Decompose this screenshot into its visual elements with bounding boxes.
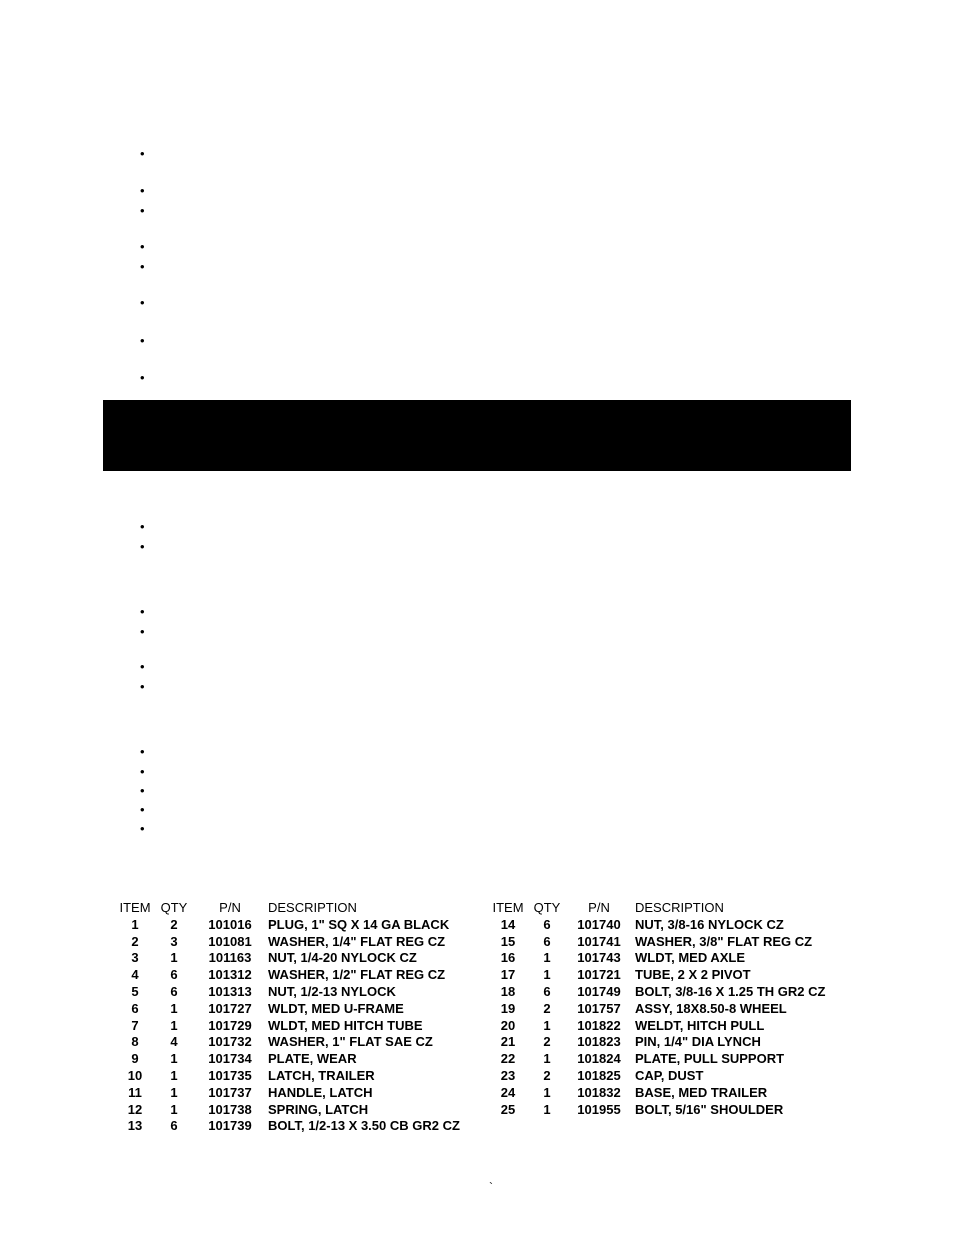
cell-description: WASHER, 1/4" FLAT REG CZ xyxy=(268,933,446,949)
cell-pn: 101824 xyxy=(577,1051,621,1067)
cell-pn: 101740 xyxy=(577,916,621,932)
bullet-marker: • xyxy=(140,519,145,534)
cell-item: 13 xyxy=(127,1118,143,1134)
cell-pn: 101081 xyxy=(208,933,252,949)
cell-description: SPRING, LATCH xyxy=(268,1101,369,1117)
cell-pn: 101739 xyxy=(208,1118,252,1134)
bullet-marker: • xyxy=(140,333,145,348)
cell-pn: 101743 xyxy=(577,950,621,966)
cell-description: BOLT, 5/16" SHOULDER xyxy=(635,1101,784,1117)
cell-pn: 101727 xyxy=(208,1000,252,1016)
cell-pn: 101823 xyxy=(577,1034,621,1050)
cell-item: 12 xyxy=(127,1101,143,1117)
footer-mark: ` xyxy=(489,1180,493,1194)
cell-description: PLATE, PULL SUPPORT xyxy=(635,1051,785,1067)
cell-qty: 1 xyxy=(543,1084,551,1100)
cell-pn: 101312 xyxy=(208,967,252,983)
cell-description: WLDT, MED HITCH TUBE xyxy=(268,1017,423,1033)
cell-item: 25 xyxy=(500,1101,516,1117)
cell-qty: 1 xyxy=(543,950,551,966)
cell-pn: 101757 xyxy=(577,1000,621,1016)
cell-qty: 1 xyxy=(170,1101,178,1117)
cell-description: PLATE, WEAR xyxy=(268,1051,357,1067)
cell-qty: 1 xyxy=(170,1084,178,1100)
bullet-marker: • xyxy=(140,539,145,554)
header-qty: QTY xyxy=(533,900,561,915)
bullet-marker: • xyxy=(140,370,145,385)
cell-qty: 1 xyxy=(543,1101,551,1117)
cell-item: 20 xyxy=(500,1017,516,1033)
cell-description: BOLT, 3/8-16 X 1.25 TH GR2 CZ xyxy=(635,983,826,999)
cell-description: HANDLE, LATCH xyxy=(268,1084,373,1100)
cell-pn: 101749 xyxy=(577,983,621,999)
bullet-marker: • xyxy=(140,295,145,310)
cell-qty: 4 xyxy=(170,1034,178,1050)
bullet-marker: • xyxy=(140,203,145,218)
cell-description: CAP, DUST xyxy=(635,1067,704,1083)
cell-pn: 101734 xyxy=(208,1051,252,1067)
cell-item: 10 xyxy=(127,1067,143,1083)
bullet-marker: • xyxy=(140,802,145,817)
cell-description: TUBE, 2 X 2 PIVOT xyxy=(635,967,751,983)
cell-item: 7 xyxy=(131,1017,139,1033)
bullet-marker: • xyxy=(140,239,145,254)
cell-description: WASHER, 1" FLAT SAE CZ xyxy=(268,1034,433,1050)
cell-description: NUT, 1/2-13 NYLOCK xyxy=(268,983,396,999)
cell-pn: 101729 xyxy=(208,1017,252,1033)
cell-qty: 1 xyxy=(170,950,178,966)
cell-description: PLUG, 1" SQ X 14 GA BLACK xyxy=(268,916,450,932)
bullet-marker: • xyxy=(140,259,145,274)
bullet-marker: • xyxy=(140,821,145,836)
cell-qty: 2 xyxy=(543,1034,551,1050)
cell-description: WLDT, MED AXLE xyxy=(635,950,746,966)
header-pn: P/N xyxy=(588,900,610,915)
bullet-marker: • xyxy=(140,764,145,779)
section-banner xyxy=(103,400,851,471)
cell-item: 16 xyxy=(500,950,516,966)
cell-description: PIN, 1/4" DIA LYNCH xyxy=(635,1034,761,1050)
cell-item: 4 xyxy=(131,967,139,983)
cell-item: 17 xyxy=(500,967,516,983)
header-description: DESCRIPTION xyxy=(635,900,724,915)
cell-pn: 101735 xyxy=(208,1067,252,1083)
cell-qty: 6 xyxy=(170,967,178,983)
header-qty: QTY xyxy=(160,900,188,915)
cell-qty: 6 xyxy=(543,933,551,949)
cell-pn: 101832 xyxy=(577,1084,621,1100)
bullet-marker: • xyxy=(140,146,145,161)
bullet-marker: • xyxy=(140,183,145,198)
cell-qty: 1 xyxy=(543,967,551,983)
cell-pn: 101822 xyxy=(577,1017,621,1033)
bullet-marker: • xyxy=(140,659,145,674)
header-item: ITEM xyxy=(119,900,151,915)
cell-qty: 1 xyxy=(170,1051,178,1067)
cell-item: 2 xyxy=(131,933,139,949)
cell-item: 19 xyxy=(500,1000,516,1016)
bullet-marker: • xyxy=(140,679,145,694)
cell-item: 1 xyxy=(131,916,139,932)
cell-item: 8 xyxy=(131,1034,139,1050)
cell-item: 9 xyxy=(131,1051,139,1067)
cell-item: 3 xyxy=(131,950,139,966)
cell-qty: 6 xyxy=(170,1118,178,1134)
cell-description: WASHER, 1/2" FLAT REG CZ xyxy=(268,967,446,983)
cell-description: NUT, 1/4-20 NYLOCK CZ xyxy=(268,950,417,966)
cell-qty: 1 xyxy=(543,1017,551,1033)
cell-item: 6 xyxy=(131,1000,139,1016)
cell-qty: 1 xyxy=(543,1051,551,1067)
cell-qty: 1 xyxy=(170,1000,178,1016)
header-description: DESCRIPTION xyxy=(268,900,357,915)
cell-pn: 101955 xyxy=(577,1101,621,1117)
cell-description: NUT, 3/8-16 NYLOCK CZ xyxy=(635,916,784,932)
cell-qty: 1 xyxy=(170,1067,178,1083)
cell-qty: 1 xyxy=(170,1017,178,1033)
cell-qty: 2 xyxy=(543,1000,551,1016)
cell-qty: 3 xyxy=(170,933,178,949)
cell-item: 22 xyxy=(500,1051,516,1067)
header-item: ITEM xyxy=(492,900,524,915)
bullet-marker: • xyxy=(140,744,145,759)
cell-description: WELDT, HITCH PULL xyxy=(635,1017,765,1033)
cell-item: 24 xyxy=(500,1084,516,1100)
cell-pn: 101737 xyxy=(208,1084,252,1100)
cell-description: LATCH, TRAILER xyxy=(268,1067,375,1083)
cell-description: BASE, MED TRAILER xyxy=(635,1084,768,1100)
cell-pn: 101732 xyxy=(208,1034,252,1050)
cell-item: 23 xyxy=(500,1067,516,1083)
cell-description: WASHER, 3/8" FLAT REG CZ xyxy=(635,933,813,949)
header-pn: P/N xyxy=(219,900,241,915)
cell-item: 11 xyxy=(128,1084,142,1100)
cell-pn: 101016 xyxy=(208,916,252,932)
cell-pn: 101741 xyxy=(577,933,621,949)
cell-pn: 101825 xyxy=(577,1067,621,1083)
bullet-marker: • xyxy=(140,624,145,639)
cell-pn: 101313 xyxy=(208,983,252,999)
cell-pn: 101721 xyxy=(577,967,621,983)
cell-pn: 101738 xyxy=(208,1101,252,1117)
cell-item: 18 xyxy=(500,983,516,999)
bullet-marker: • xyxy=(140,604,145,619)
cell-pn: 101163 xyxy=(208,950,252,966)
cell-item: 14 xyxy=(500,916,516,932)
cell-item: 5 xyxy=(131,983,139,999)
cell-qty: 2 xyxy=(543,1067,551,1083)
cell-qty: 6 xyxy=(170,983,178,999)
cell-qty: 2 xyxy=(170,916,178,932)
cell-qty: 6 xyxy=(543,916,551,932)
bullet-marker: • xyxy=(140,783,145,798)
cell-description: BOLT, 1/2-13 X 3.50 CB GR2 CZ xyxy=(268,1118,460,1134)
cell-description: ASSY, 18X8.50-8 WHEEL xyxy=(635,1000,787,1016)
cell-item: 15 xyxy=(500,933,516,949)
cell-description: WLDT, MED U-FRAME xyxy=(268,1000,404,1016)
cell-qty: 6 xyxy=(543,983,551,999)
cell-item: 21 xyxy=(500,1034,516,1050)
